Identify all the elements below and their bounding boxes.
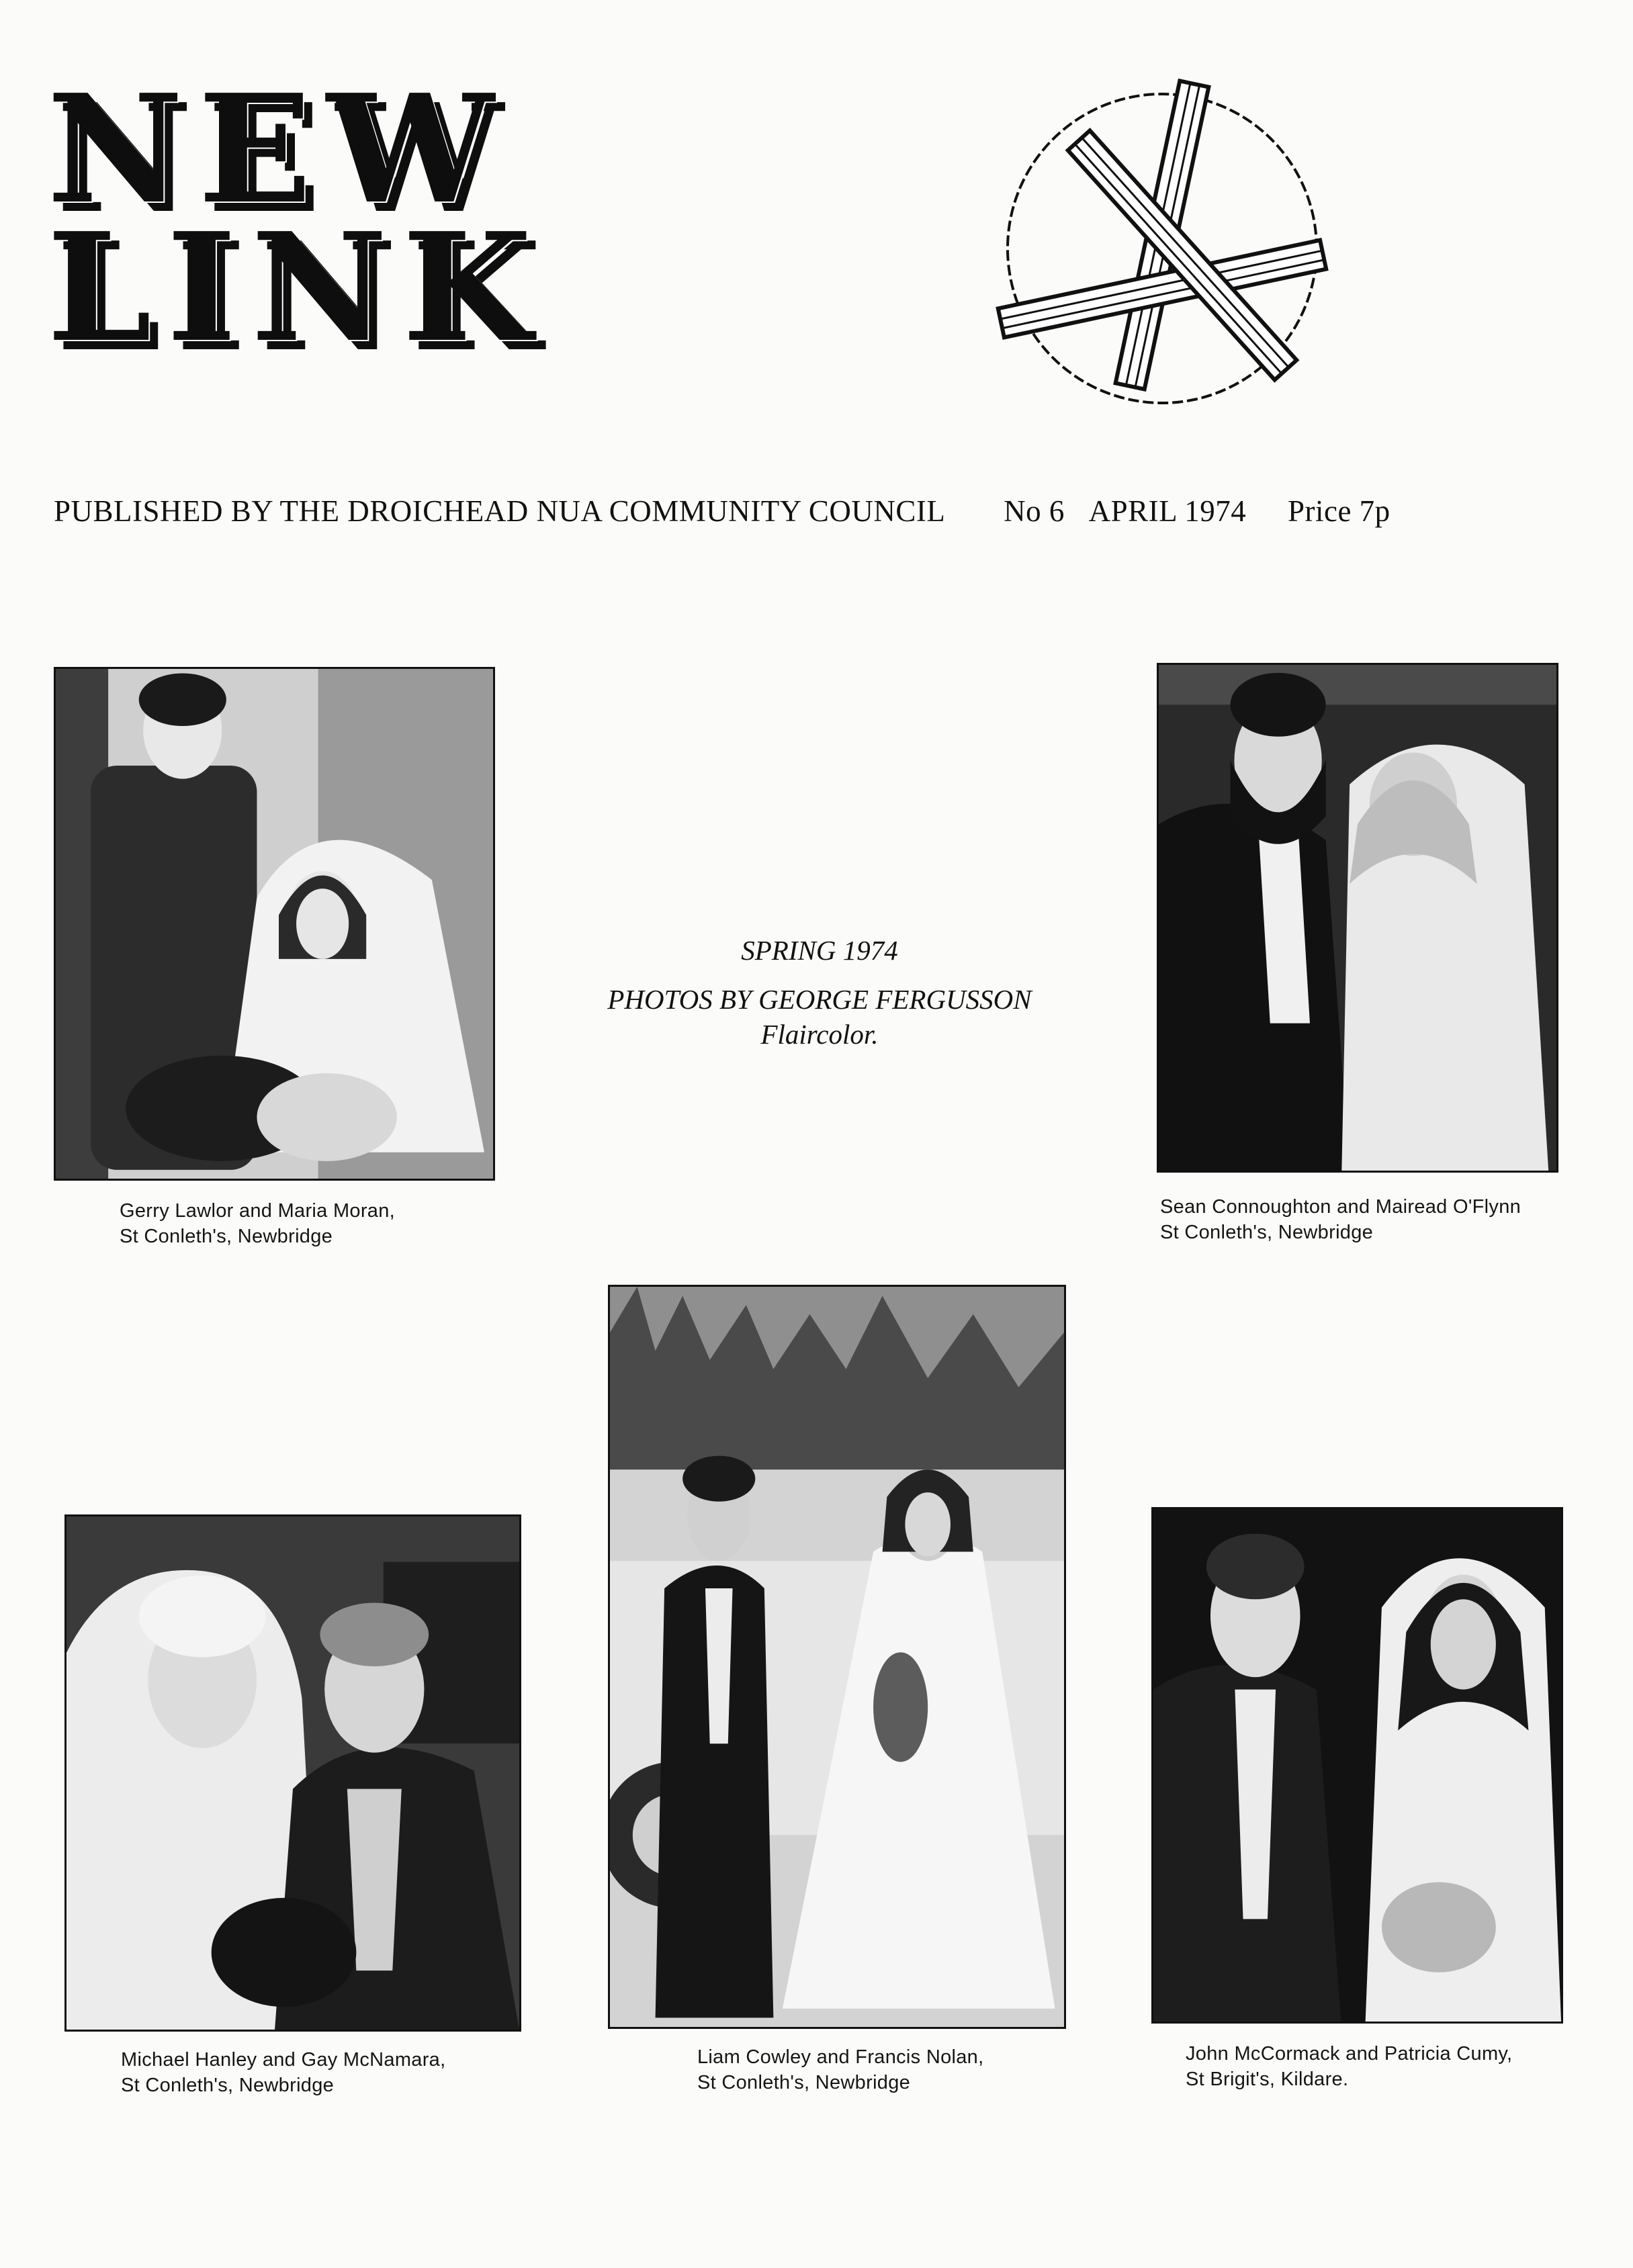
caption-5-names: John McCormack and Patricia Cumy, [1186, 2043, 1513, 2065]
caption-3-names: Michael Hanley and Gay McNamara, [121, 2049, 446, 2071]
photo-credit: PHOTOS BY GEORGE FERGUSSON [607, 984, 1032, 1015]
caption-5 [1186, 2042, 1512, 2092]
masthead-title [47, 62, 786, 376]
issue-number: No 6 [1004, 494, 1065, 528]
feature-season: SPRING 1974 [741, 935, 898, 966]
issue-date: APRIL 1974 [1088, 494, 1247, 528]
caption-4 [697, 2045, 983, 2095]
masthead-line-1: NEW [47, 62, 509, 237]
publisher: PUBLISHED BY THE DROICHEAD NUA COMMUNITY COUNCIL [54, 494, 946, 528]
caption-1-church: St Conleth's, Newbridge [120, 1225, 333, 1247]
caption-2-names: Sean Connoughton and Mairead O'Flynn [1160, 1196, 1521, 1218]
caption-3 [121, 2048, 445, 2098]
caption-4-names: Liam Cowley and Francis Nolan, [697, 2046, 984, 2068]
wedding-photo-5 [1151, 1507, 1563, 2024]
caption-2-church: St Conleth's, Newbridge [1160, 1221, 1374, 1243]
wedding-photo-2 [1157, 663, 1558, 1173]
community-council-logo [981, 60, 1330, 410]
wedding-photo-3 [64, 1514, 521, 2032]
caption-3-church: St Conleth's, Newbridge [121, 2074, 335, 2096]
caption-2 [1160, 1195, 1521, 1245]
masthead-line-2: LINK [47, 201, 547, 376]
feature-credit-block [551, 934, 1088, 1052]
caption-4-church: St Conleth's, Newbridge [697, 2071, 911, 2093]
caption-5-church: St Brigit's, Kildare. [1186, 2068, 1349, 2090]
issue-price: Price 7p [1287, 494, 1391, 528]
photo-studio: Flaircolor. [760, 1018, 879, 1050]
publication-line [54, 494, 1532, 529]
caption-1-names: Gerry Lawlor and Maria Moran, [120, 1200, 396, 1222]
wedding-photo-4 [608, 1285, 1066, 2029]
wedding-photo-1 [54, 667, 495, 1181]
caption-1 [120, 1199, 395, 1249]
